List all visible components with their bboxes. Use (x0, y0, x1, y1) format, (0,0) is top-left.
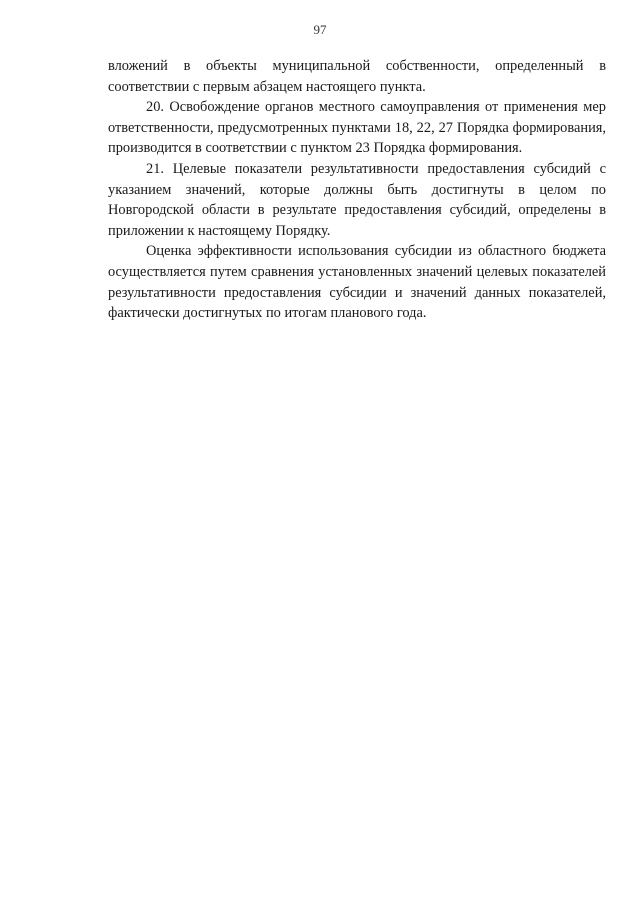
paragraph-item-20: 20. Освобождение органов местного самоуправления от применения мер ответственности, предусмотренных пунктами 18, 22, 27 Порядка формирования, производится в соответствии с пунктом 23 Порядка формирования. (108, 99, 606, 157)
page-number: 97 (313, 22, 327, 37)
paragraph-efficiency-assessment: Оценка эффективности использования субсидии из областного бюджета осуществляется путем сравнения установленных значений целевых показателей результативности предоставления субсидии и значений данных показателей, фактически достигнутых по итогам планового года. (108, 243, 606, 322)
paragraph-continuation: вложений в объекты муниципальной собственности, определенный в соответствии с первым абзацем настоящего пункта. (108, 58, 606, 95)
document-body (108, 56, 606, 324)
paragraph-item-21: 21. Целевые показатели результативности предоставления субсидий с указанием значений, которые должны быть достигнуты в целом по Новгородской области в результате предоставления субсидий, определены в приложении к настоящему Порядку. (108, 160, 606, 239)
